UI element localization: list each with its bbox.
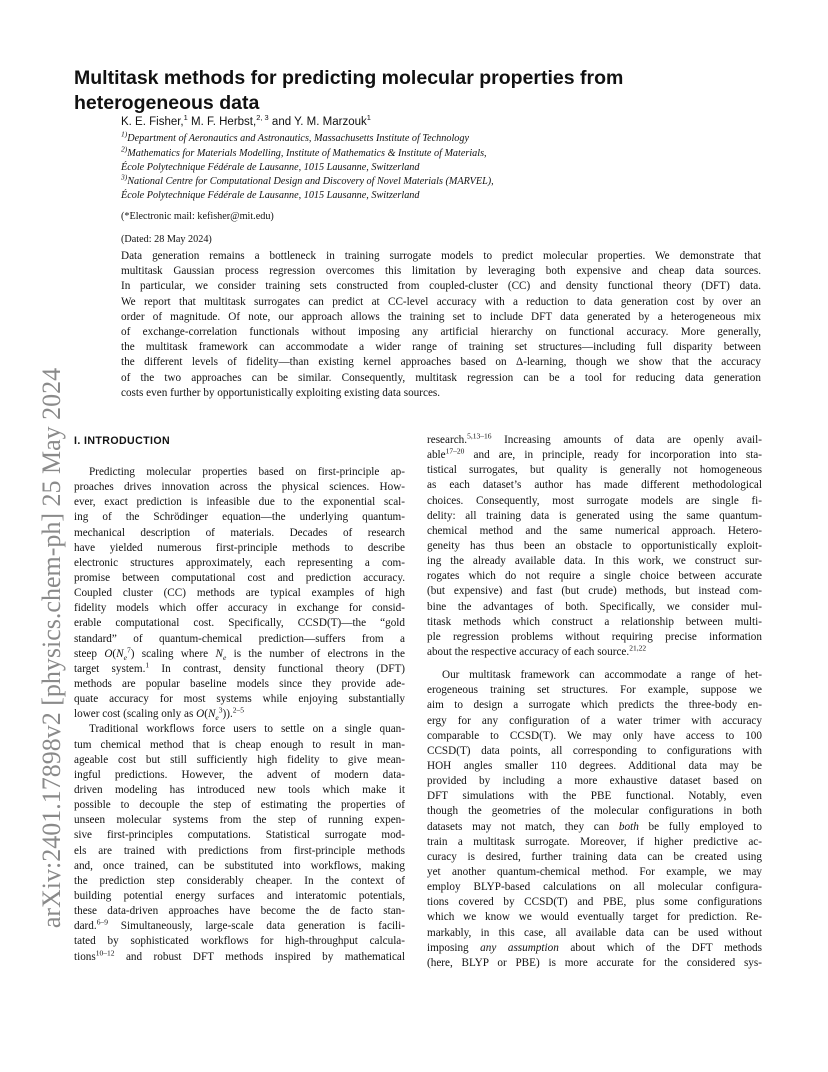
abstract-line: costs even further by opportunistically exploiting existing data sources. bbox=[121, 386, 441, 399]
text-line: have yielded numerous first-principle methods to describe bbox=[74, 541, 405, 554]
text-line: as each dataset’s author has made different methodological bbox=[427, 479, 762, 492]
text-line: HOH angles smaller 110 degrees. Additional data may be bbox=[427, 759, 762, 772]
intro-paragraph-1 bbox=[74, 465, 405, 722]
text-line: imposing any assumption about which of the DFT methods bbox=[427, 941, 762, 954]
text-line: ing of the Schrödinger equation—the underlying quantum- bbox=[74, 511, 405, 524]
text-line: mechanical description of materials. Decades of research bbox=[74, 526, 405, 539]
text-line: bine the advantages of both. Specifically, we consider mul- bbox=[427, 600, 762, 613]
text-line: delity: all training data is generated using the same quantum- bbox=[427, 509, 762, 522]
text-line: provided by including a more exhaustive dataset based on bbox=[427, 775, 762, 788]
text-line: (but expensive) and fast (but crude) methods, but instead com- bbox=[427, 585, 762, 598]
text-line: Coupled cluster (CC) methods are typical examples of high bbox=[74, 587, 405, 600]
text-line: standard” of quantum-chemical prediction—suffers from a bbox=[74, 632, 405, 645]
text-line: DFT simulations with the PBE functional. Notably, even bbox=[427, 790, 762, 803]
abstract-line: order of magnitude. Of note, our approach allows the training set to include DFT data generated by a heterogeneous mix bbox=[121, 310, 761, 323]
text-line: Traditional workflows force users to settle on a single quan- bbox=[89, 723, 405, 736]
text-line: quate accuracy for most systems while enjoying substantially bbox=[74, 693, 405, 706]
abstract-line: Data generation remains a bottleneck in training surrogate models to predict molecular properties. We demonstrate that bbox=[121, 250, 761, 262]
author-3: and Y. M. Marzouk$^1$ bbox=[271, 113, 371, 128]
text-line: curacy is desired, further training data can be created using bbox=[427, 850, 762, 863]
text-line: methods are popular baseline models since they provide ade- bbox=[74, 677, 405, 690]
text-line: building potential energy surfaces and interatomic potentials, bbox=[74, 889, 405, 902]
text-line: which we know we would eventually target for prediction. Re- bbox=[427, 911, 762, 924]
abstract-line: multitask Gaussian process regression overcomes this limitation by leveraging both expensive and cheap data sources. bbox=[121, 265, 761, 278]
text-line: (here, BLYP or PBE) is more accurate for the considered sys- bbox=[427, 956, 762, 969]
text-line: possible to decouple the step of estimating the properties of bbox=[74, 799, 405, 812]
text-line: ple regression problems without requiring precise information bbox=[427, 630, 762, 643]
intro-paragraph-3 bbox=[427, 433, 762, 660]
author-2: M. F. Herbst,$^{2, 3}$ bbox=[191, 113, 269, 128]
text-line: these data-driven approaches have become the de facto stan- bbox=[74, 905, 405, 918]
abstract-line: We report that multitask surrogates can predict at CC-level accuracy with a reduction to data generation cost by over an bbox=[121, 295, 761, 308]
text-line: driven modeling has introduced new tools which make it bbox=[74, 783, 405, 796]
text-line: unseen molecular systems from the step of running expen- bbox=[74, 814, 405, 827]
intro-paragraph-4 bbox=[427, 668, 762, 971]
author-list bbox=[121, 113, 371, 128]
text-line: lower cost (scaling only as $O(N_e^3)).^{2-5}$ bbox=[74, 707, 244, 723]
text-line: target system.$^1$ In contrast, density functional theory (DFT) bbox=[74, 661, 405, 675]
arxiv-identifier: arXiv:2401.17898v2 [physics.chem-ph] 25 May 2024 bbox=[37, 367, 66, 929]
intro-paragraph-2 bbox=[74, 722, 405, 964]
text-line-scaling: steep $O(N_e^7)$ scaling where $N_e$ is the number of electrons in the bbox=[74, 646, 405, 662]
text-line: rogates which do not require a single choice between accurate bbox=[427, 570, 762, 583]
right-column bbox=[427, 433, 762, 971]
affiliation-2: $^{2)}$Mathematics for Materials Modelling, Institute of Mathematics & Institute of Materials, bbox=[121, 144, 487, 159]
abstract bbox=[121, 249, 761, 401]
text-line: the prediction step considerably cheaper. In the context of bbox=[74, 874, 405, 887]
text-line: tistical surrogates, but quality is generally not homogeneous bbox=[427, 464, 762, 477]
section-heading: I. INTRODUCTION bbox=[74, 435, 171, 447]
text-line: tated by sophisticated workflows for high-throughput calcula- bbox=[74, 935, 405, 948]
text-line: tum chemical method that is cheap enough to result in man- bbox=[74, 738, 405, 751]
text-line: ergy for any configuration of a water trimer with accuracy bbox=[427, 714, 762, 727]
date-line: (Dated: 28 May 2024) bbox=[121, 234, 212, 245]
text-line: yet another quantum-chemical method. For example, we may bbox=[427, 865, 762, 878]
text-line: sive first-principles computations. Statistical surrogate mod- bbox=[74, 829, 405, 842]
text-line: erogeneous training set structures. For example, suppose we bbox=[427, 684, 762, 697]
text-line: ageable cost but still sufficiently high fidelity to give mean- bbox=[74, 753, 405, 766]
left-column bbox=[74, 465, 405, 965]
paper-title: Multitask methods for predicting molecular properties from heterogeneous data bbox=[74, 67, 624, 114]
text-line: Predicting molecular properties based on first-principle ap- bbox=[89, 466, 405, 478]
text-line: Our multitask framework can accommodate a range of het- bbox=[442, 669, 762, 682]
text-line: promise between computational cost and prediction accuracy. bbox=[74, 571, 405, 584]
email-note: (*Electronic mail: kefisher@mit.edu) bbox=[121, 211, 274, 222]
abstract-line: of the two approaches can be similar. Consequently, multitask regression can be a tool for reducing data generation bbox=[121, 371, 761, 384]
text-line: about the respective accuracy of each source.$^{21,22}$ bbox=[427, 644, 647, 658]
text-line: ever, exact prediction is infeasible due to the exponential scal- bbox=[74, 496, 405, 509]
text-line: erable computational cost. Specifically, CCSD(T)—the “gold bbox=[74, 617, 405, 630]
text-line: els are trained with predictions from first-principle methods bbox=[74, 844, 405, 857]
text-line: proaches drives innovation across the physical sciences. How- bbox=[74, 481, 405, 494]
text-line: electronic structures approximately, each representing a com- bbox=[74, 556, 405, 569]
text-line: fidelity models which offer accuracy in exchange for consid- bbox=[74, 602, 405, 615]
text-line: geneity has thus been an obstacle to opportunistically exploit- bbox=[427, 539, 762, 552]
text-line: research.$^{5,13-16}$ Increasing amounts of data are openly avail- bbox=[427, 433, 762, 446]
text-line: tions covered by CCSD(T) and PBE, plus some configurations bbox=[427, 896, 762, 909]
text-line: employ BLYP-based calculations on all molecular configura- bbox=[427, 881, 762, 894]
text-line: datasets may not match, they can both be fully employed to bbox=[427, 820, 762, 833]
text-line: CCSD(T) data points, all corresponding to configurations with bbox=[427, 744, 762, 757]
text-line: chemical method and the same numerical approach. Hetero- bbox=[427, 524, 762, 537]
text-line: though the geometries of the molecular configurations in both bbox=[427, 805, 762, 818]
text-line: comparable to CCSD(T). We may only have access to 100 bbox=[427, 729, 762, 742]
abstract-line: the different levels of fidelity—than existing kernel approaches based on Δ-learning, though we show that the accuracy bbox=[121, 356, 761, 369]
text-line: titask methods which construct a relationship between multi- bbox=[427, 615, 762, 628]
affiliation-1: $^{1)}$Department of Aeronautics and Astronautics, Massachusetts Institute of Technology bbox=[121, 129, 469, 144]
author-1: K. E. Fisher,$^1$ bbox=[121, 113, 188, 128]
affiliation-3: $^{3)}$National Centre for Computational Design and Discovery of Novel Materials (MARVEL), bbox=[121, 172, 494, 187]
text-line: markably, in this case, all available data can be used without bbox=[427, 926, 762, 939]
text-line: able$^{17-20}$ and are, in principle, ready for incorporation into sta- bbox=[427, 448, 762, 462]
affiliation-3-cont: École Polytechnique Fédérale de Lausanne, 1015 Lausanne, Switzerland bbox=[121, 190, 420, 201]
abstract-line: of exchange-correlation functionals without imposing any artificial hierarchy on functional accuracy. More generally, bbox=[121, 325, 761, 338]
affiliation-2-cont: École Polytechnique Fédérale de Lausanne, 1015 Lausanne, Switzerland bbox=[121, 162, 420, 173]
text-line: and, once trained, can be substituted into workflows, making bbox=[74, 859, 405, 872]
text-line: ingful predictions. However, the advent of modern data- bbox=[74, 768, 405, 781]
abstract-line: In particular, we consider training sets constructed from coupled-cluster (CC) and density functional theory (DFT) data. bbox=[121, 280, 761, 293]
text-line: dard.$^{6-9}$ Simultaneously, large-scale data generation is facili- bbox=[74, 919, 405, 933]
text-line: tions$^{10-12}$ and robust DFT methods inspired by mathematical bbox=[74, 949, 405, 963]
text-line: train a multitask surrogate. Moreover, if higher predictive ac- bbox=[427, 835, 762, 848]
text-line: choices. Consequently, most surrogate models are single fi- bbox=[427, 494, 762, 507]
abstract-line: the multitask framework can accommodate a wider range of training set structures—including full disparity between bbox=[121, 341, 761, 354]
text-line: aim to design a surrogate which predicts the three-body en- bbox=[427, 699, 762, 712]
text-line: ing the already available data. In this work, we construct sur- bbox=[427, 555, 762, 568]
